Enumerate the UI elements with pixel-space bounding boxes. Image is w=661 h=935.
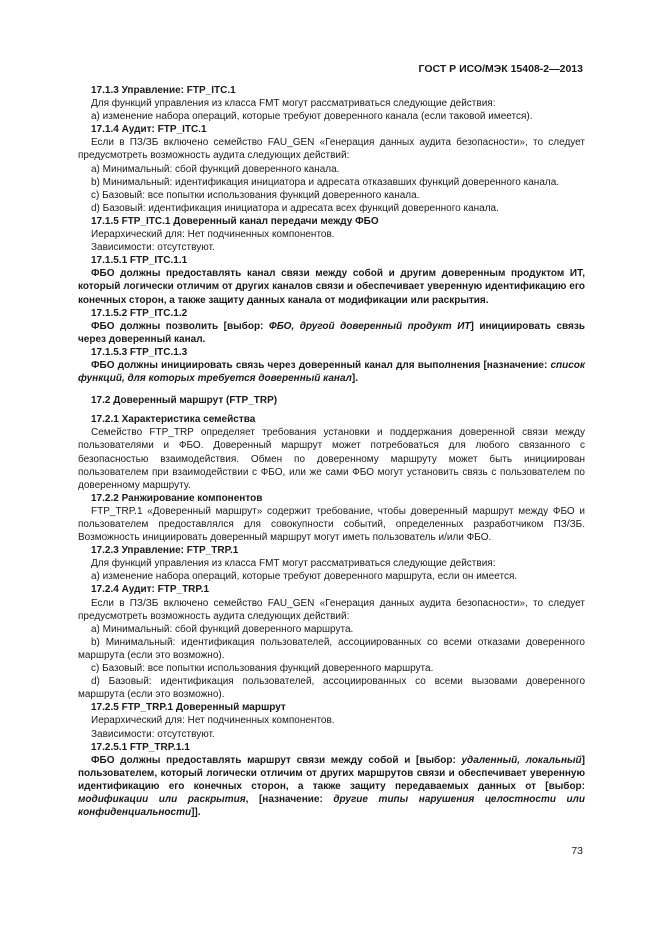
list-item: c) Базовый: все попытки использования функций доверенного канала.: [91, 189, 420, 201]
requirement-text: [78, 754, 585, 819]
section-heading: 17.2.1 Характеристика семейства: [91, 414, 256, 426]
section-heading: 17.2.4 Аудит: FTP_TRP.1: [91, 584, 210, 596]
requirement-text: ФБО должны предоставлять канал связи между собой и другим доверенным продуктом ИТ, который логически отличим от других каналов связи и обеспечивает уверенную идентификацию его конечных сторон, а также защиту данных канала от модификации или раскрытия.: [78, 268, 585, 306]
list-item: d) Базовый: идентификация инициатора и адресата всех функций доверенного канала.: [91, 202, 499, 214]
text-run: ФБО должны позволить [выбор:: [91, 320, 269, 332]
text-run-italic: другие типы нарушения целостности или конфиденциальности: [78, 793, 585, 819]
paragraph: Зависимости: отсутствуют.: [91, 728, 215, 740]
text-run: ] пользователем, который логически отличим от других маршрутов связи и обеспечивает уверенную идентификацию его конечных сторон, а также защиту передаваемых данных от [выбор:: [78, 754, 585, 792]
text-run-italic: список функций, для которых требуется доверенный канал: [78, 359, 585, 385]
text-run: ].: [351, 373, 358, 385]
list-item: a) изменение набора операций, которые требуют доверенного канала (если таковой имеется).: [91, 111, 533, 123]
element-heading: 17.2.5.1 FTP_TRP.1.1: [91, 741, 190, 753]
list-item: a) Минимальный: сбой функций доверенного канала.: [91, 163, 340, 175]
text-run-italic: модификации или раскрытия: [78, 793, 246, 805]
list-item: c) Базовый: все попытки использования функций доверенного маршрута.: [91, 663, 434, 675]
list-item: a) Минимальный: сбой функций доверенного маршрута.: [91, 623, 354, 635]
text-run: ] инициировать связь через доверенный канал.: [78, 320, 585, 345]
list-item: d) Базовый: идентификация пользователей, ассоциированных со всеми вызовами доверенного маршрута (если это возможно).: [78, 676, 585, 701]
text-run: , [назначение:: [245, 793, 334, 805]
text-run-italic: удаленный, локальный: [461, 754, 582, 766]
document-body: [78, 84, 585, 819]
paragraph: FTP_TRP.1 «Доверенный маршрут» содержит требование, чтобы доверенный маршрут между ФБО и пользователем предоставлялся для совокупности событий, определенных разработчиком ПЗ/ЗБ. Возможность инициировать доверенный маршрут могут иметь пользователь и/или ФБО.: [78, 505, 585, 544]
element-heading: 17.1.5.3 FTP_ITC.1.3: [91, 346, 188, 358]
text-run-italic: ФБО, другой доверенный продукт ИТ: [268, 320, 471, 332]
document-header: ГОСТ Р ИСО/МЭК 15408-2—2013: [418, 63, 583, 75]
section-heading: 17.1.5 FTP_ITC.1 Доверенный канал передачи между ФБО: [91, 215, 379, 227]
paragraph: Зависимости: отсутствуют.: [91, 242, 215, 254]
paragraph: Если в ПЗ/ЗБ включено семейство FAU_GEN «Генерация данных аудита безопасности», то следует предусмотреть возможность аудита следующих действий:: [78, 137, 585, 162]
list-item: b) Минимальный: идентификация пользователей, ассоциированных со всеми отказами доверенного маршрута (если это возможно).: [78, 636, 585, 661]
section-heading: 17.2.5 FTP_TRP.1 Доверенный маршрут: [91, 702, 286, 714]
list-item: b) Минимальный: идентификация инициатора и адресата отказавших функций доверенного канала.: [91, 176, 560, 188]
section-heading: 17.2.2 Ранжирование компонентов: [91, 492, 263, 504]
element-heading: 17.1.5.2 FTP_ITC.1.2: [91, 307, 188, 319]
list-item: a) изменение набора операций, которые требуют доверенного маршрута, если он имеется.: [91, 571, 518, 583]
paragraph: Семейство FTP_TRP определяет требования установки и поддержания доверенной связи между пользователями и ФБО. Доверенный маршрут может потребоваться для любого связанного с безопасностью взаимодействия. Обмен по доверенному маршруту может быть инициирован пользователем при взаимодействии с ФБО, или же сами ФБО могут установить связь с пользователем по доверенному маршруту.: [78, 427, 585, 491]
paragraph: Иерархический для: Нет подчиненных компонентов.: [91, 715, 335, 727]
element-heading: 17.1.5.1 FTP_ITC.1.1: [91, 255, 188, 267]
section-heading: 17.2 Доверенный маршрут (FTP_TRP): [91, 395, 278, 407]
section-heading: 17.1.4 Аудит: FTP_ITC.1: [91, 124, 207, 136]
section-heading: 17.2.3 Управление: FTP_TRP.1: [91, 545, 239, 557]
paragraph: Если в ПЗ/ЗБ включено семейство FAU_GEN «Генерация данных аудита безопасности», то следует предусмотреть возможность аудита следующих действий:: [78, 597, 585, 622]
paragraph: Для функций управления из класса FMT могут рассматриваться следующие действия:: [91, 558, 496, 570]
paragraph: Иерархический для: Нет подчиненных компонентов.: [91, 229, 335, 241]
requirement-text: [78, 320, 585, 346]
text-run: ФБО должны предоставлять маршрут связи между собой и [выбор:: [91, 754, 462, 766]
paragraph: Для функций управления из класса FMT могут рассматриваться следующие действия:: [91, 98, 496, 110]
text-run: ]].: [191, 807, 201, 819]
requirement-text: [78, 359, 585, 385]
page-number: 73: [571, 845, 583, 857]
section-heading: 17.1.3 Управление: FTP_ITC.1: [91, 85, 236, 96]
text-run: ФБО должны инициировать связь через доверенный канал для выполнения [назначение:: [91, 359, 551, 371]
